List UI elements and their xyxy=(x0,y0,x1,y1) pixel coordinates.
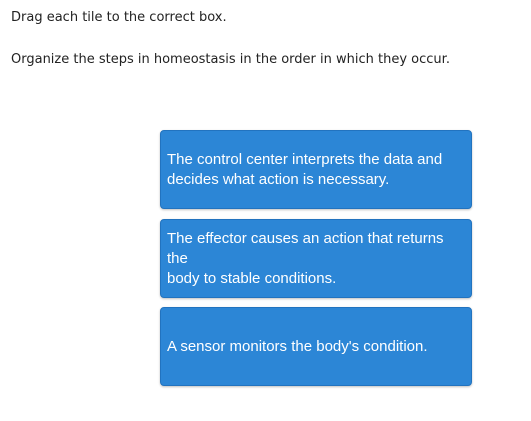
draggable-tile-control-center[interactable] xyxy=(160,130,472,209)
tile-label: The effector causes an action that returns the body to stable conditions. xyxy=(167,229,444,287)
organize-instruction: Organize the steps in homeostasis in the order in which they occur. xyxy=(11,52,450,67)
tile-label: The control center interprets the data and decides what action is necessary. xyxy=(167,150,443,188)
draggable-tile-sensor[interactable] xyxy=(160,307,472,386)
tile-label: A sensor monitors the body's condition. xyxy=(167,337,428,355)
drag-instruction: Drag each tile to the correct box. xyxy=(11,10,227,25)
draggable-tile-effector[interactable] xyxy=(160,219,472,298)
